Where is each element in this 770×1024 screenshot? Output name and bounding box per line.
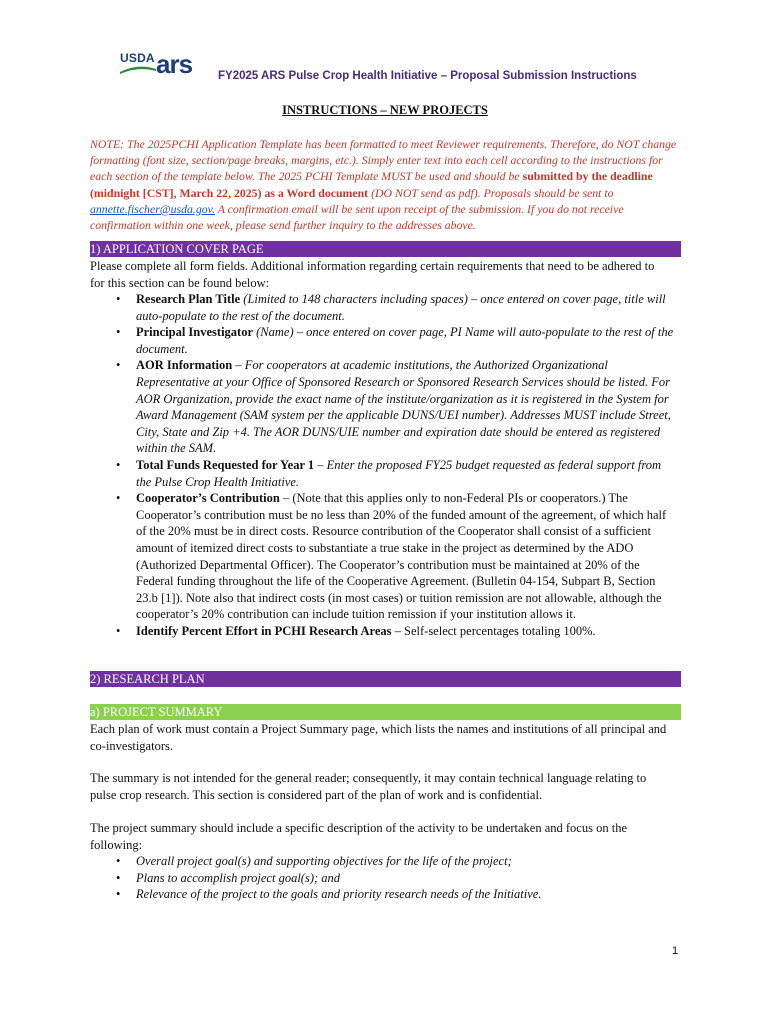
section-heading-research-plan: 2) RESEARCH PLAN bbox=[90, 671, 681, 687]
logo-usda-text: USDA bbox=[120, 51, 155, 65]
bullet-text: – (Note that this applies only to non-Federal PIs or cooperators.) The Cooperator’s contribution must be no less than 20% of the funded amount of the agreement, of which half of the 20% must be in direct costs. Resource contribution of the Cooperator shall consist of a sufficient amount of itemized direct costs to substantiate a true stake in the project as determined by the ADO (Authorized Departmental Officer). The Cooperator’s contribution must be maintained at 20% of the Federal funding throughout the life of the Cooperative Agreement. (Bulletin 04-154, Subpart B, Section 23.b [1]). Note also that indirect costs (in most cases) or tuition remission are not allowable, although the cooperator’s 20% contribution can include tuition remission if your institution allows it. bbox=[136, 491, 667, 622]
page-title: INSTRUCTIONS – NEW PROJECTS bbox=[282, 103, 488, 117]
list-item: • Relevance of the project to the goals and priority research needs of the Initiative. bbox=[116, 887, 542, 902]
note-after-bold: (DO NOT send as pdf). Proposals should be sent to bbox=[368, 185, 614, 200]
bullet-text: – Self-select percentages totaling 100%. bbox=[391, 623, 596, 638]
note-paragraph bbox=[90, 136, 680, 233]
note-deadline: submitted by the deadline (midnight [CST], March 22, 2025) as a Word document bbox=[90, 169, 653, 200]
list-item: • AOR Information – For cooperators at academic institutions, the Authorized Organizational Representative at your Office of Sponsored Research or Sponsored Research Services should be listed. For AOR Organization, provide the exact name of the institute/organization as it is registered in the System for Award Management (SAM system per the applicable DUNS/UEI number). Addresses MUST include Street, City, State and Zip +4. The AOR DUNS/UIE number and expiration date should be entered as registered within the SAM. bbox=[116, 358, 671, 456]
summary-bullet-list bbox=[112, 853, 677, 903]
summary-paragraph-2: The summary is not intended for the general reader; consequently, it may contain technical language relating to pulse crop research. This section is considered part of the plan of work and is confidential. bbox=[90, 771, 647, 802]
usda-swoosh-icon bbox=[120, 65, 156, 75]
list-item: • Principal Investigator (Name) – once entered on cover page, PI Name will auto-populate to the rest of the document. bbox=[116, 325, 674, 356]
email-link[interactable]: annette.fischer@usda.gov. bbox=[90, 201, 215, 216]
header-title: FY2025 ARS Pulse Crop Health Initiative – Proposal Submission Instructions bbox=[218, 70, 637, 82]
bullet-text: (Name) – once entered on cover page, PI Name will auto-populate to the rest of the document. bbox=[136, 325, 674, 356]
bullet-text: – Enter the proposed FY25 budget requested as federal support from the Pulse Crop Health Initiative. bbox=[136, 457, 662, 489]
bullet-text: Relevance of the project to the goals and priority research needs of the Initiative. bbox=[136, 887, 542, 902]
summary-paragraph-3: The project summary should include a specific description of the activity to be undertaken and focus on the following: bbox=[90, 821, 627, 852]
usda-ars-logo bbox=[120, 51, 200, 83]
note-intro: NOTE: The 2025PCHI Application Template has been formatted to meet Reviewer requirements. Therefore, do NOT change formatting (font size, section/page breaks, margins, etc.). Simply enter text into each cell according to the instructions for each section of the template below. The 2025 PCHI Template MUST be used and should be bbox=[90, 137, 677, 184]
list-item: • Total Funds Requested for Year 1 – Enter the proposed FY25 budget requested as federal support from the Pulse Crop Health Initiative. bbox=[116, 457, 662, 489]
bullet-text: Overall project goal(s) and supporting objectives for the life of the project; bbox=[136, 854, 512, 868]
bullet-text: – For cooperators at academic institutions, the Authorized Organizational Representative at your Office of Sponsored Research or Sponsored Research Services should be listed. For AOR Organization, provide the exact name of the institute/organization as it is registered in the System for Award Management (SAM system per the applicable DUNS/UEI number). Addresses MUST include Street, City, State and Zip +4. The AOR DUNS/UIE number and expiration date should be entered as registered within the SAM. bbox=[136, 358, 671, 456]
list-item: • Overall project goal(s) and supporting objectives for the life of the project; bbox=[116, 854, 512, 868]
list-item: • Identify Percent Effort in PCHI Research Areas – Self-select percentages totaling 100%. bbox=[116, 623, 596, 638]
list-item: • Plans to accomplish project goal(s); and bbox=[116, 870, 341, 885]
bullet-label: Identify Percent Effort in PCHI Research Areas bbox=[136, 623, 392, 638]
page-number: 1 bbox=[672, 945, 679, 957]
bullet-label: Principal Investigator bbox=[136, 325, 254, 340]
list-item: • Cooperator’s Contribution – (Note that this applies only to non-Federal PIs or cooperators.) The Cooperator’s contribution must be no less than 20% of the funded amount of the agreement, of which half of the 20% must be in direct costs. Resource contribution of the Cooperator shall consist of a sufficient amount of itemized direct costs to substantiate a true stake in the project as determined by the ADO (Authorized Departmental Officer). The Cooperator’s contribution must be maintained at 20% of the Federal funding throughout the life of the Cooperative Agreement. (Bulletin 04-154, Subpart B, Section 23.b [1]). Note also that indirect costs (in most cases) or tuition remission are not allowable, although the cooperator’s 20% contribution can include tuition remission if your institution allows it. bbox=[116, 491, 667, 622]
bullet-label: Total Funds Requested for Year 1 bbox=[136, 457, 315, 472]
note-end: A confirmation email will be sent upon receipt of the submission. If you do not receive confirmation within one week, please send further inquiry to the addresses above. bbox=[90, 201, 624, 233]
subsection-heading-project-summary: a) PROJECT SUMMARY bbox=[90, 704, 681, 720]
list-item: • Research Plan Title (Limited to 148 characters including spaces) – once entered on cover page, title will auto-populate to the rest of the document. bbox=[116, 292, 666, 323]
bullet-text: Plans to accomplish project goal(s); and bbox=[136, 870, 341, 885]
section-heading-cover-page: 1) APPLICATION COVER PAGE bbox=[90, 241, 681, 257]
bullet-label: Cooperator’s Contribution bbox=[136, 491, 280, 506]
bullet-label: AOR Information bbox=[136, 358, 233, 373]
section1-intro: Please complete all form fields. Additional information regarding certain requirements that need to be adhered to for this section can be found below: bbox=[90, 259, 655, 290]
bullet-label: Research Plan Title bbox=[136, 292, 241, 306]
bullet-text: (Limited to 148 characters including spaces) – once entered on cover page, title will auto-populate to the rest of the document. bbox=[136, 292, 666, 323]
section1-bullet-list bbox=[112, 291, 677, 639]
summary-paragraph-1: Each plan of work must contain a Project Summary page, which lists the names and institutions of all principal and co-investigators. bbox=[90, 722, 667, 753]
logo-ars-text: ars bbox=[156, 49, 193, 79]
